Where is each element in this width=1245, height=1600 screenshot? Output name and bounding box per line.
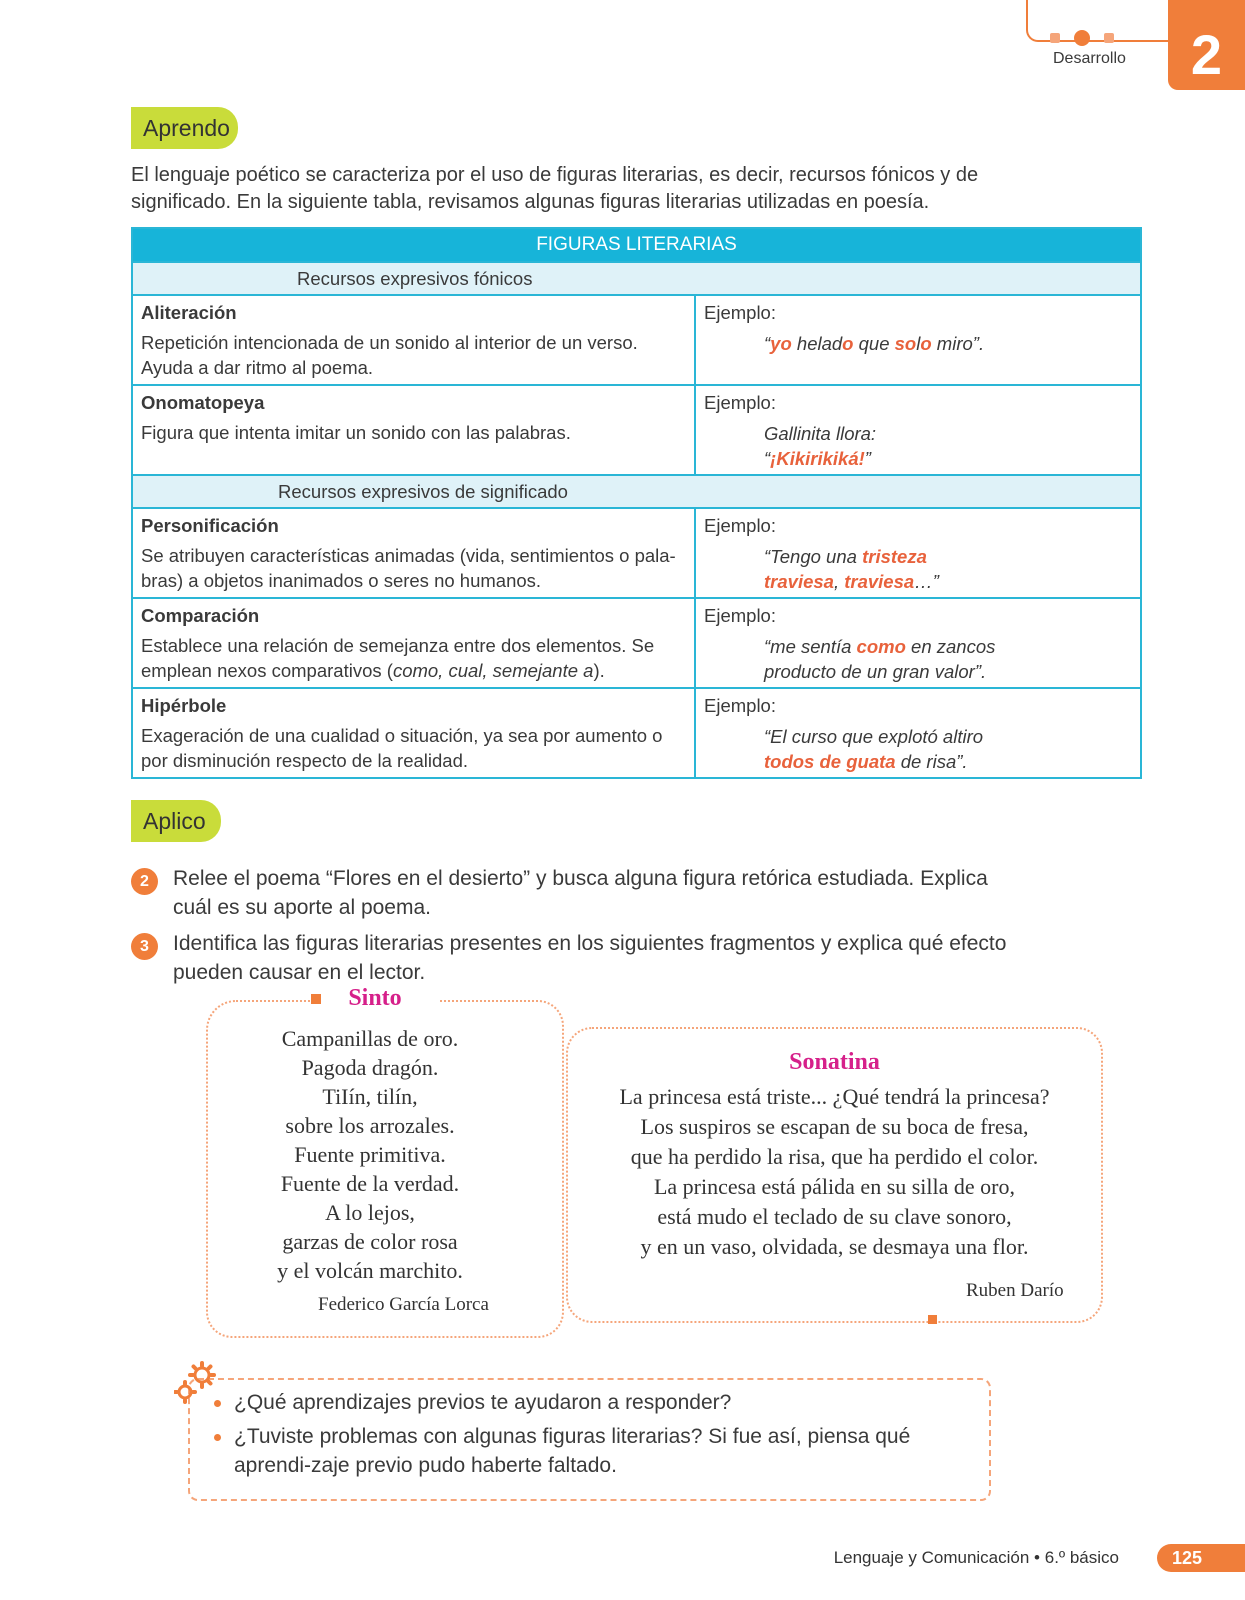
section-label: Desarrollo [1053, 50, 1126, 67]
poem-line: Campanillas de oro. [281, 1026, 459, 1051]
poem-line: TiIín, tilín, [322, 1084, 418, 1109]
example-text: Gallinita llora: “¡Kikirikiká!” [764, 423, 877, 469]
example-text: “Tengo una tristeza traviesa, traviesa…” [764, 546, 939, 592]
poem-lines [566, 1082, 1103, 1262]
category-label: Recursos expresivos de significado [278, 481, 568, 502]
figuras-literarias-table [131, 227, 1142, 779]
definition: Establece una relación de semejanza entre dos elementos. Se emplean nexos comparativos (como, cual, semejante a). [141, 635, 655, 681]
activity-text: Identifica las figuras literarias presentes en los siguientes fragmentos y explica qué efecto pueden causar en el lector. [173, 932, 1007, 984]
progress-dot [1050, 33, 1060, 43]
poem-line: sobre los arrozales. [285, 1113, 455, 1138]
poem-title: Sonatina [789, 1049, 880, 1075]
poem-author: Ruben Darío [966, 1280, 1064, 1301]
poem-line: garzas de color rosa [282, 1229, 458, 1254]
example-text: “El curso que explotó altiro todos de guata de risa”. [764, 726, 984, 772]
poem-line: Fuente primitiva. [294, 1142, 446, 1167]
activity-number-badge: 2 [131, 868, 158, 895]
poem-line: La princesa está pálida en su silla de oro, [653, 1174, 1016, 1199]
definition: Exageración de una cualidad o situación, ya sea por aumento o por disminución respecto de la realidad. [141, 725, 663, 771]
category-row [132, 262, 1141, 295]
poem-line: y en un vaso, olvidada, se desmaya una flor. [640, 1234, 1029, 1259]
activity-item [131, 864, 1011, 922]
definition: Se atribuyen características animadas (vida, sentimientos o pala-bras) a objetos inanimados o seres no humanos. [141, 545, 676, 591]
aprendo-label: Aprendo [131, 107, 238, 149]
table-row [132, 688, 1141, 778]
table-row [132, 508, 1141, 598]
poem-line: A lo lejos, [325, 1200, 415, 1225]
term: Personificación [141, 515, 279, 536]
example-text: “yo helado que solo miro”. [764, 333, 985, 354]
footer-subject: Lenguaje y Comunicación • 6.º básico [833, 1548, 1119, 1567]
example-label: Ejemplo: [704, 515, 776, 536]
term: Aliteración [141, 302, 237, 323]
intro-paragraph: El lenguaje poético se caracteriza por el uso de figuras literarias, es decir, recursos fónicos y de significado. En la siguiente tabla, revisamos algunas figuras literarias utilizadas en poesía. [131, 164, 979, 213]
activity-number-badge: 3 [131, 933, 158, 960]
example-label: Ejemplo: [704, 605, 776, 626]
definition: Figura que intenta imitar un sonido con las palabras. [141, 422, 571, 443]
poem-title: Sinto [310, 985, 440, 1012]
poem-lines [236, 1024, 504, 1285]
table-row [132, 598, 1141, 688]
poem-line: La princesa está triste... ¿Qué tendrá la princesa? [619, 1084, 1050, 1109]
chapter-number-tab: 2 [1168, 0, 1245, 90]
category-label: Recursos expresivos fónicos [297, 268, 533, 289]
poem-line: Los suspiros se escapan de su boca de fresa, [640, 1114, 1029, 1139]
poem-author: Federico García Lorca [318, 1294, 489, 1315]
term: Onomatopeya [141, 392, 265, 413]
example-label: Ejemplo: [704, 695, 776, 716]
progress-dot [1104, 33, 1114, 43]
term: Comparación [141, 605, 260, 626]
table-row [132, 295, 1141, 385]
activity-item [131, 929, 1011, 987]
aplico-label: Aplico [131, 800, 221, 842]
poem-line: que ha perdido la risa, que ha perdido el color. [630, 1144, 1039, 1169]
poem-line: está mudo el teclado de su clave sonoro, [657, 1204, 1012, 1229]
table-title: FIGURAS LITERARIAS [132, 228, 1141, 262]
example-label: Ejemplo: [704, 302, 776, 323]
page-number: 125 [1157, 1544, 1245, 1572]
poem-line: Fuente de la verdad. [280, 1171, 460, 1196]
poem-line: y el volcán marchito. [277, 1258, 463, 1283]
reflection-list [210, 1388, 980, 1485]
activity-text: Relee el poema “Flores en el desierto” y busca alguna figura retórica estudiada. Explica cuál es su aporte al poema. [173, 867, 988, 919]
category-row [132, 475, 1141, 508]
example-label: Ejemplo: [704, 392, 776, 413]
term: Hipérbole [141, 695, 227, 716]
square-marker-icon [928, 1315, 937, 1324]
example-text: “me sentía como en zancos producto de un gran valor”. [764, 636, 996, 682]
table-row [132, 385, 1141, 475]
progress-dot-current [1074, 30, 1090, 46]
progress-indicator [1050, 31, 1114, 45]
square-marker-icon [311, 994, 321, 1004]
poem-line: Pagoda dragón. [301, 1055, 439, 1080]
reflection-item: ¿Qué aprendizajes previos te ayudaron a responder? [210, 1388, 980, 1417]
definition: Repetición intencionada de un sonido al interior de un verso. Ayuda a dar ritmo al poema. [141, 332, 638, 378]
reflection-item: ¿Tuviste problemas con algunas figuras literarias? Si fue así, piensa qué aprendi-zaje previo pudo haberte faltado. [210, 1422, 980, 1480]
